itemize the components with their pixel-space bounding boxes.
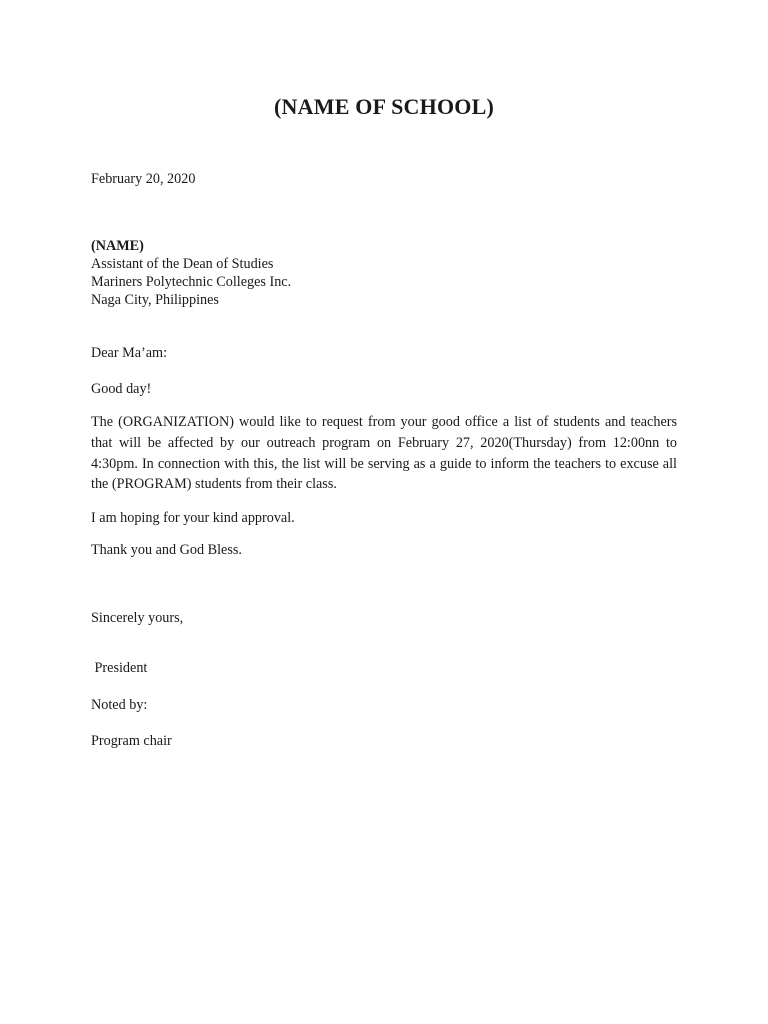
body-paragraph: The (ORGANIZATION) would like to request from your good office a list of students and teachers that will be affected by our outreach program on February 27, 2020(Thursday) from 12:00nn to 4:30pm. In connection with this, the list will be serving as a guide to inform the teachers to excuse all the (PROGRAM) students from their class. [91,414,677,493]
recipient-name: (NAME) [91,238,144,254]
signatory-title: President [91,660,148,676]
approval-line: I am hoping for your kind approval. [91,510,295,526]
thanks-line: Thank you and God Bless. [91,542,242,558]
recipient-institution: Mariners Polytechnic Colleges Inc. [91,274,292,290]
closing: Sincerely yours, [91,610,184,626]
recipient-position: Assistant of the Dean of Studies [91,256,274,272]
program-chair: Program chair [91,733,172,749]
noted-by: Noted by: [91,697,148,713]
salutation: Dear Ma’am: [91,345,168,361]
school-title: (NAME OF SCHOOL) [274,94,494,119]
greeting: Good day! [91,381,152,397]
letter-date: February 20, 2020 [91,171,196,187]
recipient-address: Naga City, Philippines [91,292,219,308]
